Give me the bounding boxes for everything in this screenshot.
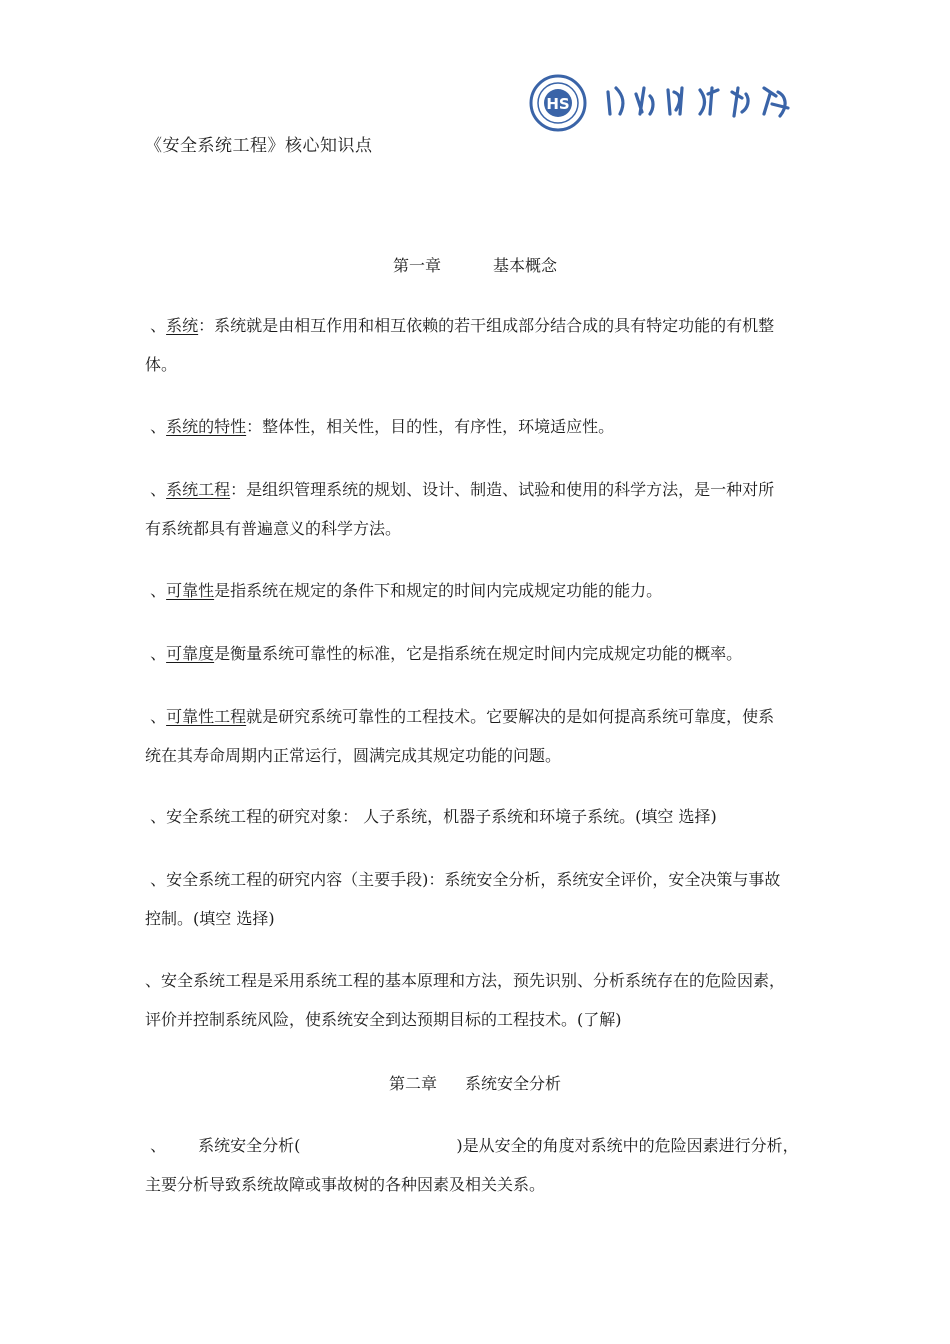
chapter-heading-2 <box>0 1071 950 1094</box>
paragraph-system: 、系统：系统就是由相互作用和相互依赖的若干组成部分结合成的具有特定功能的有机整 体。 <box>145 316 775 374</box>
chapter-number: 第一章 <box>392 256 441 275</box>
paragraph-system-features: 、系统的特性：整体性，相关性，目的性，有序性，环境适应性。 <box>150 417 615 436</box>
university-logo <box>528 74 813 134</box>
paragraph-safety-engineering-definition: 、安全系统工程是采用系统工程的基本原理和方法，预先识别、分析系统存在的危险因素， 评价并控制系统风险，使系统安全到达预期目标的工程技术。(了解) <box>145 971 786 1029</box>
term: 可靠性工程 <box>166 707 247 726</box>
paragraph-research-object: 、安全系统工程的研究对象： 人子系统，机器子系统和环境子系统。(填空 选择) <box>150 807 717 826</box>
paragraph-system-engineering: 、系统工程：是组织管理系统的规划、设计、制造、试验和使用的科学方法，是一种对所 有系统都具有普遍意义的科学方法。 <box>145 480 775 538</box>
term: 可靠度 <box>166 644 215 663</box>
chapter-name: 基本概念 <box>493 256 558 275</box>
paragraph-reliability: 、可靠性是指系统在规定的条件下和规定的时间内完成规定功能的能力。 <box>150 581 663 600</box>
paragraph-reliability-engineering: 、可靠性工程就是研究系统可靠性的工程技术。它要解决的是如何提高系统可靠度，使系 统在其寿命周期内正常运行，圆满完成其规定功能的问题。 <box>145 707 775 765</box>
chapter-heading-1 <box>0 253 950 276</box>
paragraph-reliability-degree: 、可靠度是衡量系统可靠性的标准，它是指系统在规定时间内完成规定功能的概率。 <box>150 644 743 663</box>
chapter-number: 第二章 <box>388 1074 437 1093</box>
paragraph-system-safety-analysis: 、 系统安全分析( )是从安全的角度对系统中的危险因素进行分析， 主要分析导致系统故障或事故树的各种因素及相关关系。 <box>145 1136 799 1194</box>
university-seal-icon <box>528 74 813 134</box>
svg-text:HS: HS <box>546 95 570 113</box>
term: 系统的特性 <box>166 417 247 436</box>
term: 系统 <box>166 316 199 335</box>
term: 可靠性 <box>166 581 215 600</box>
paragraph-research-content: 、安全系统工程的研究内容（主要手段)：系统安全分析，系统安全评价，安全决策与事故 控制。(填空 选择) <box>145 870 781 928</box>
term: 系统工程 <box>166 480 231 499</box>
document-title: 《安全系统工程》核心知识点 <box>145 136 373 156</box>
chapter-name: 系统安全分析 <box>465 1074 562 1093</box>
